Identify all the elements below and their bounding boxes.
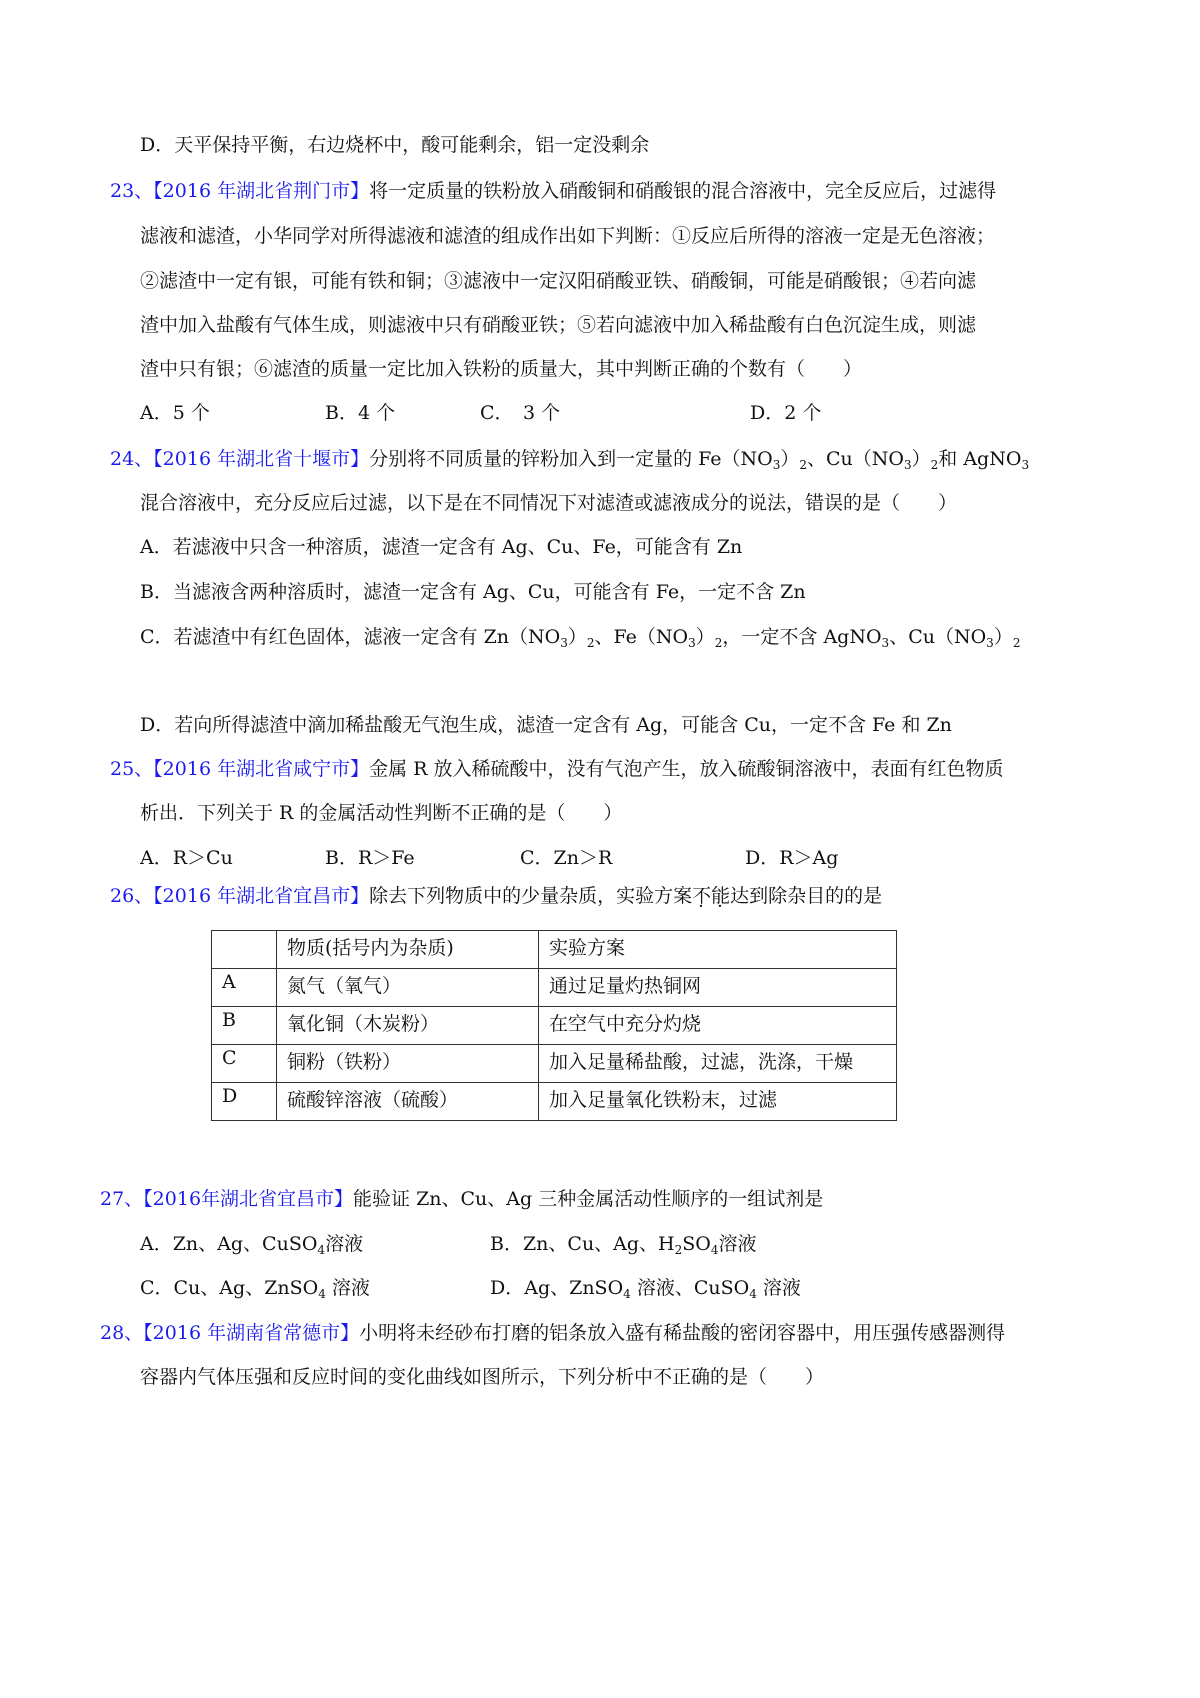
subscript: 3 <box>904 458 912 472</box>
subscript: 2 <box>674 1243 683 1257</box>
q25-option-c <box>520 846 612 870</box>
question-source: 28、【2016 年湖南省常德市】 <box>100 1322 360 1344</box>
question-source: 24、【2016 年湖北省十堰市】 <box>110 448 370 470</box>
table-cell: A <box>212 969 277 1007</box>
text-segment: 小明将未经砂布打磨的铝条放入盛有稀盐酸的密闭容器中，用压强传感器测得 <box>359 1322 1006 1344</box>
text-segment: SO <box>682 1233 711 1255</box>
text-segment: C．若滤渣中有红色固体，滤液一定含有 Zn（NO <box>140 626 561 648</box>
table-cell: 硫酸锌溶液（硫酸） <box>277 1083 539 1121</box>
text-segment: 、Cu（NO <box>889 626 987 648</box>
q25-option-a <box>140 846 233 870</box>
subscript: 2 <box>799 458 808 472</box>
question-source: 25、【2016 年湖北省咸宁市】 <box>110 758 370 780</box>
text-segment: ） <box>780 448 800 470</box>
text-segment: B．R＞Fe <box>325 847 415 869</box>
text-segment: ，一定不含 AgNO <box>722 626 882 648</box>
table-cell: 加入足量氧化铁粉末，过滤 <box>539 1083 897 1121</box>
text-segment: 、Fe（NO <box>594 626 689 648</box>
table-cell: 加入足量稀盐酸，过滤，洗涤，干燥 <box>539 1045 897 1083</box>
text-segment: 能 <box>711 885 731 907</box>
text-segment: 分别将不同质量的锌粉加入到一定量的 Fe（NO <box>369 448 773 470</box>
question-source: 26、【2016 年湖北省宜昌市】 <box>110 885 370 907</box>
q25-line <box>110 757 1003 781</box>
q23-line <box>140 269 976 293</box>
table-cell: C <box>212 1045 277 1083</box>
text-segment: C．Zn＞R <box>520 847 613 869</box>
text-segment: 达到除杂目的的是 <box>730 885 883 907</box>
text-segment: 滤液和滤渣，小华同学对所得滤液和滤渣的组成作出如下判断：①反应后所得的溶液一定是无色溶液； <box>140 225 996 247</box>
subscript: 3 <box>1021 458 1030 472</box>
subscript: 4 <box>623 1287 631 1301</box>
text-segment: D．若向所得滤渣中滴加稀盐酸无气泡生成，滤渣一定含有 Ag，可能含 Cu，一定不含 Fe 和 Zn <box>140 714 952 736</box>
table-header-row <box>212 931 897 969</box>
text-segment: B．Zn、Cu、Ag、H <box>490 1233 675 1255</box>
q26-table <box>211 930 897 1121</box>
q25-line <box>140 801 622 825</box>
text-segment: 将一定质量的铁粉放入硝酸铜和硝酸银的混合溶液中，完全反应后，过滤得 <box>369 180 997 202</box>
q27-option-a <box>140 1232 363 1256</box>
text-segment: B．当滤液含两种溶质时，滤渣一定含有 Ag、Cu，可能含有 Fe，一定不含 Zn <box>140 581 806 603</box>
q28-line <box>140 1365 824 1389</box>
table-cell: 氧化铜（木炭粉） <box>277 1007 539 1045</box>
text-segment: 溶液 <box>756 1277 801 1299</box>
q27-option-b <box>490 1232 757 1256</box>
text-segment: A．若滤液中只含一种溶质，滤渣一定含有 Ag、Cu、Fe，可能含有 Zn <box>140 536 743 558</box>
q22-option-d <box>140 133 649 157</box>
text-segment: ） <box>695 626 715 648</box>
q24-option-a <box>140 535 742 559</box>
table-cell: 氮气（氧气） <box>277 969 539 1007</box>
table-row <box>212 1045 897 1083</box>
table-header: 实验方案 <box>539 931 897 969</box>
subscript: 3 <box>560 636 568 650</box>
text-segment: 能验证 Zn、Cu、Ag 三种金属活动性顺序的一组试剂是 <box>353 1188 824 1210</box>
q24-line <box>140 491 957 515</box>
text-segment: D．2 个 <box>750 402 822 424</box>
q23-line <box>140 313 976 337</box>
text-segment: 溶液、CuSO <box>630 1277 750 1299</box>
text-segment: D．天平保持平衡，右边烧杯中，酸可能剩余，铝一定没剩余 <box>140 134 650 156</box>
q23-option-b <box>325 401 395 425</box>
text-segment: 渣中加入盐酸有气体生成，则滤液中只有硝酸亚铁；⑤若向滤液中加入稀盐酸有白色沉淀生成，则滤 <box>140 314 977 336</box>
q23-line <box>110 179 996 203</box>
q28-line <box>100 1321 1005 1345</box>
table-cell: D <box>212 1083 277 1121</box>
subscript: 2 <box>930 458 939 472</box>
q24-line <box>110 447 1029 471</box>
subscript: 4 <box>317 1243 326 1257</box>
text-segment: 除去下列物质中的少量杂质，实验方案 <box>369 885 693 907</box>
table-header: 物质(括号内为杂质) <box>277 931 539 969</box>
table-cell: 通过足量灼热铜网 <box>539 969 897 1007</box>
subscript: 2 <box>586 636 595 650</box>
question-source: 23、【2016 年湖北省荆门市】 <box>110 180 370 202</box>
text-segment: C． 3 个 <box>480 402 561 424</box>
question-source: 27、【2016年湖北省宜昌市】 <box>100 1188 354 1210</box>
text-segment: 混合溶液中，充分反应后过滤，以下是在不同情况下对滤渣或滤液成分的说法，错误的是（ ） <box>140 492 958 514</box>
text-segment: 金属 R 放入稀硫酸中，没有气泡产生，放入硫酸铜溶液中，表面有红色物质 <box>369 758 1004 780</box>
text-segment: 、Cu（NO <box>807 448 904 470</box>
text-segment: ） <box>911 448 931 470</box>
subscript: 3 <box>772 458 781 472</box>
text-segment: 溶液 <box>325 1277 370 1299</box>
text-segment: A．R＞Cu <box>140 847 233 869</box>
q24-option-b <box>140 580 806 604</box>
q25-option-b <box>325 846 415 870</box>
text-segment: 溶液 <box>325 1233 364 1255</box>
text-segment: 渣中只有银；⑥滤渣的质量一定比加入铁粉的质量大，其中判断正确的个数有（ ） <box>140 358 863 380</box>
text-segment: 不 <box>692 885 712 907</box>
q23-option-c <box>480 401 560 425</box>
q27-option-c <box>140 1276 370 1300</box>
table-row <box>212 1083 897 1121</box>
text-segment: D．R＞Ag <box>745 847 839 869</box>
subscript: 2 <box>714 636 723 650</box>
table-cell: B <box>212 1007 277 1045</box>
table-header <box>212 931 277 969</box>
text-segment: ②滤渣中一定有银，可能有铁和铜；③滤液中一定汉阳硝酸亚铁、硝酸铜，可能是硝酸银；④若向滤 <box>140 270 977 292</box>
text-segment: 溶液 <box>718 1233 757 1255</box>
table-cell: 在空气中充分灼烧 <box>539 1007 897 1045</box>
subscript: 4 <box>749 1287 757 1301</box>
text-segment: 容器内气体压强和反应时间的变化曲线如图所示，下列分析中不正确的是（ ） <box>140 1366 825 1388</box>
q23-option-d <box>750 401 821 425</box>
table-row <box>212 969 897 1007</box>
q23-line <box>140 357 862 381</box>
text-segment: A．5 个 <box>140 402 210 424</box>
q23-line <box>140 224 995 248</box>
subscript: 3 <box>881 636 890 650</box>
table-cell: 铜粉（铁粉） <box>277 1045 539 1083</box>
q27-line <box>100 1187 823 1211</box>
q23-option-a <box>140 401 210 425</box>
text-segment: ） <box>567 626 587 648</box>
subscript: 3 <box>986 636 994 650</box>
text-segment: C．Cu、Ag、ZnSO <box>140 1277 319 1299</box>
text-segment: 析出．下列关于 R 的金属活动性判断不正确的是（ ） <box>140 802 623 824</box>
text-segment: A．Zn、Ag、CuSO <box>140 1233 318 1255</box>
subscript: 4 <box>318 1287 326 1301</box>
text-segment: B．4 个 <box>325 402 396 424</box>
q24-option-c <box>140 625 1020 649</box>
subscript: 4 <box>710 1243 719 1257</box>
q25-option-d <box>745 846 838 870</box>
text-segment: ） <box>993 626 1013 648</box>
q24-option-d <box>140 713 952 737</box>
q27-option-d <box>490 1276 801 1300</box>
text-segment: D．Ag、ZnSO <box>490 1277 624 1299</box>
subscript: 3 <box>688 636 696 650</box>
text-segment: 和 AgNO <box>938 448 1022 470</box>
subscript: 2 <box>1012 636 1021 650</box>
q26-line <box>110 884 882 908</box>
table-row <box>212 1007 897 1045</box>
